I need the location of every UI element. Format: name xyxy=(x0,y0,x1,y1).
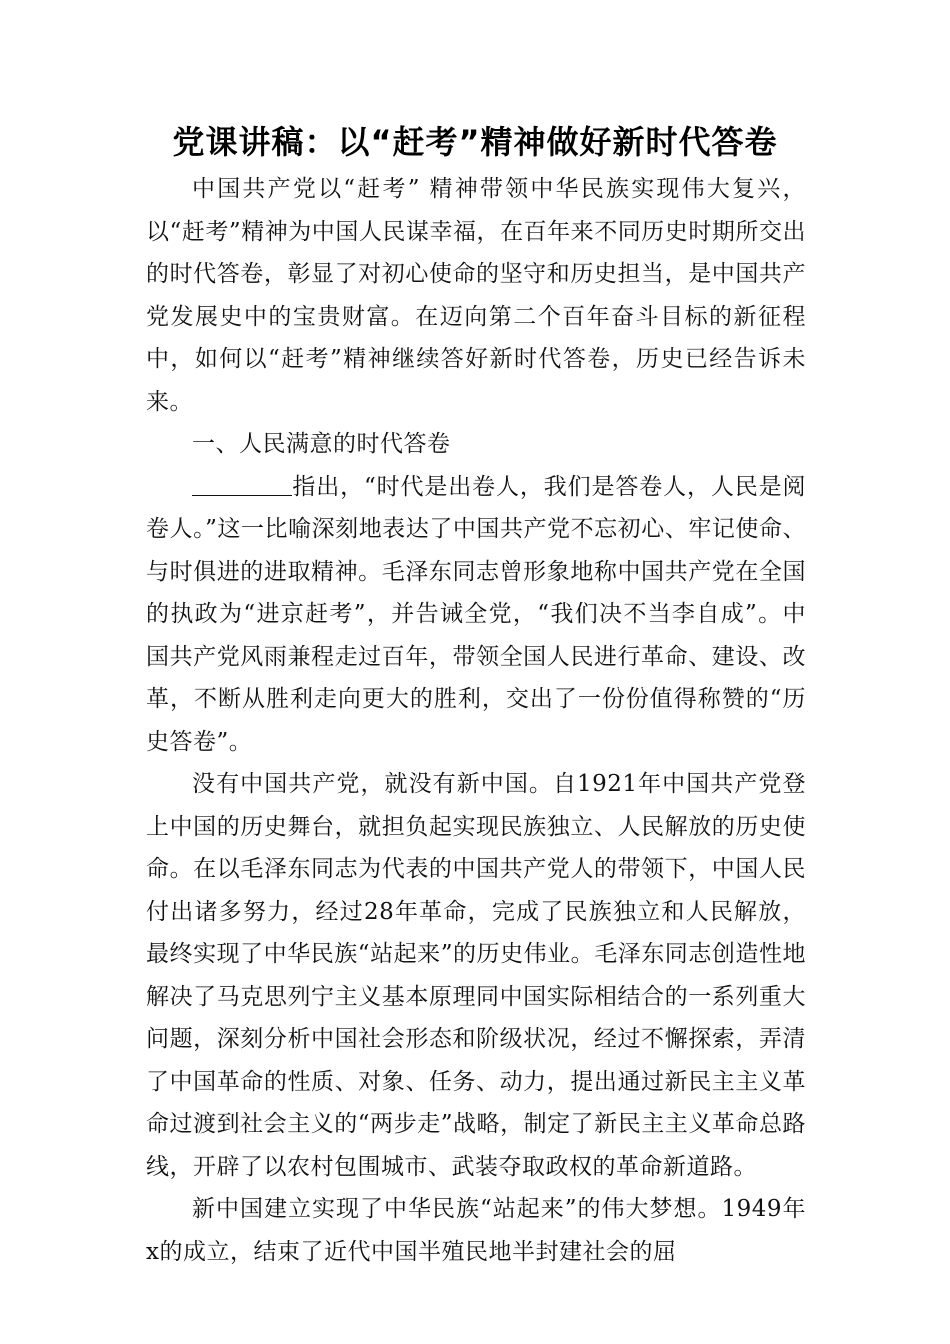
redacted-blank xyxy=(192,473,292,496)
document-body xyxy=(146,168,806,1273)
section-heading-1: 一、人民满意的时代答卷 xyxy=(192,431,451,457)
document-title: 党课讲稿：以“赶考”精神做好新时代答卷 xyxy=(172,123,778,161)
paragraph-quote-text: 指出，“时代是出卷人，我们是答卷人，人民是阅卷人。”这一比喻深刻地表达了中国共产党不忘初心、牢记使命、与时俱进的进取精神。毛泽东同志曾形象地称中国共产党在全国的执政为“进京赶考”，并告诫全党，“我们决不当李自成”。中国共产党风雨兼程走过百年，带领全国人民进行革命、建设、改革，不断从胜利走向更大的胜利，交出了一份份值得称赞的“历史答卷”。 xyxy=(146,473,806,755)
paragraph-history: 没有中国共产党，就没有新中国。自1921年中国共产党登上中国的历史舞台，就担负起实现民族独立、人民解放的历史使命。在以毛泽东同志为代表的中国共产党人的带领下，中国人民付出诸多努力，经过28年革命，完成了民族独立和人民解放，最终实现了中华民族“站起来”的历史伟业。毛泽东同志创造性地解决了马克思列宁主义基本原理同中国实际相结合的一系列重大问题，深刻分析中国社会形态和阶级状况，经过不懈探索，弄清了中国革命的性质、对象、任务、动力，提出通过新民主主义革命过渡到社会主义的“两步走”战略，制定了新民主主义革命总路线，开辟了以农村包围城市、武装夺取政权的革命新道路。 xyxy=(146,771,806,1180)
paragraph-intro: 中国共产党以“赶考” 精神带领中华民族实现伟大复兴，以“赶考”精神为中国人民谋幸福，在百年来不同历史时期所交出的时代答卷，彰显了对初心使命的坚守和历史担当，是中国共产党发展史中的宝贵财富。在迈向第二个百年奋斗目标的新征程中，如何以“赶考”精神继续答好新时代答卷，历史已经告诉未来。 xyxy=(146,176,806,415)
paragraph-quote xyxy=(146,466,806,764)
paragraph-new-china: 新中国建立实现了中华民族“站起来”的伟大梦想。1949年x的成立，结束了近代中国半殖民地半封建社会的屈 xyxy=(146,1196,806,1265)
